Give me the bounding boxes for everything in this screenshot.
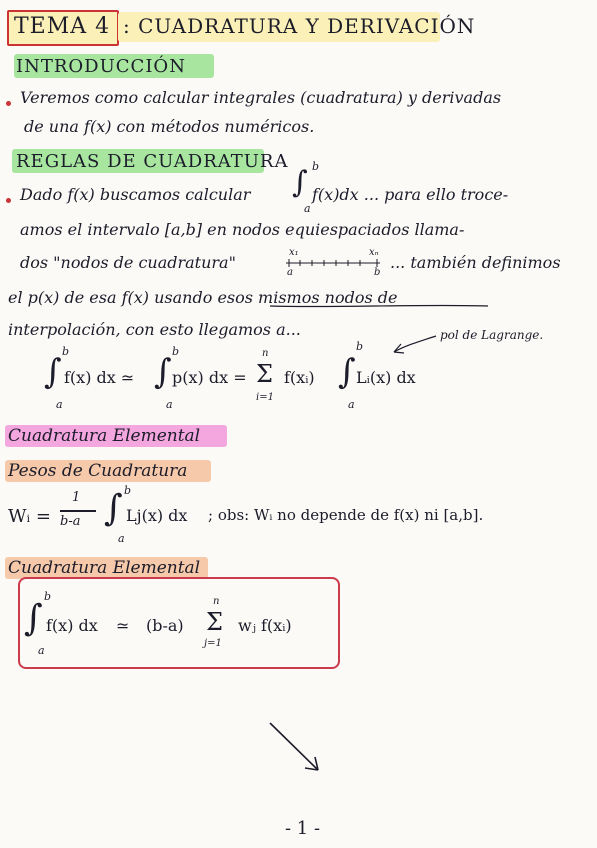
integral-sign: ∫ [44, 352, 62, 392]
sum-lower: j=1 [204, 638, 222, 649]
eq1-left: f(x) dx ≃ [64, 368, 135, 387]
arrow-head [394, 344, 404, 353]
quad-elem-heading-2: Cuadratura Elemental [8, 558, 201, 578]
upper-limit: b [124, 484, 132, 497]
wi-right: Lj(x) dx [126, 506, 188, 525]
underline [270, 305, 488, 306]
quad-elem-heading: Cuadratura Elemental [8, 426, 201, 446]
frac-numerator: 1 [72, 490, 81, 505]
reglas-line-1b: f(x)dx ... para ello troce- [312, 185, 509, 204]
integral-sign: ∫ [104, 488, 123, 529]
sum-upper: n [262, 348, 269, 359]
node-x1: x₁ [289, 247, 299, 258]
frac-denominator: b-a [60, 514, 81, 529]
eq1-fxi: f(xᵢ) [284, 368, 315, 387]
eq1-right: Lᵢ(x) dx [356, 368, 416, 387]
sum-sign: Σ [256, 360, 273, 388]
boxed-terms: wⱼ f(xᵢ) [238, 616, 292, 635]
intro-text-line-2: de una f(x) con métodos numéricos. [24, 117, 315, 136]
sum-sign: Σ [206, 608, 223, 636]
tema-label: TEMA 4 [14, 14, 111, 39]
reglas-heading: REGLAS DE CUADRATURA [16, 151, 289, 172]
integral-sign: ∫ [24, 598, 43, 639]
reglas-line-4: el p(x) de esa f(x) usando esos mismos nodos de [8, 288, 398, 307]
intro-heading: INTRODUCCIÓN [16, 56, 186, 77]
pesos-heading: Pesos de Cuadratura [8, 461, 188, 481]
reglas-line-1: Dado f(x) buscamos calcular [20, 185, 251, 204]
lower-limit: a [304, 202, 311, 215]
node-a: a [287, 267, 293, 278]
page-title: : CUADRATURA Y DERIVACIÓN [123, 14, 476, 38]
lower-limit: a [56, 398, 63, 411]
page-number: - 1 - [285, 818, 321, 839]
boxed-right: (b-a) [146, 616, 184, 635]
lower-limit: a [166, 398, 173, 411]
reglas-line-2: amos el intervalo [a,b] en nodos equiespaciados llama- [20, 220, 465, 239]
upper-limit: b [356, 340, 364, 353]
reglas-line-3b: ... también definimos [390, 253, 561, 272]
integral-sign: ∫ [338, 352, 356, 392]
arrow-down-right-icon [270, 723, 318, 770]
sum-upper: n [213, 596, 220, 607]
wi-obs: ; obs: Wᵢ no depende de f(x) ni [a,b]. [208, 506, 484, 524]
reglas-line-3a: dos "nodos de cuadratura" [20, 253, 236, 272]
node-b: b [374, 267, 381, 278]
boxed-left: f(x) dx [46, 616, 98, 635]
reglas-line-5: interpolación, con esto llegamos a... [8, 320, 301, 339]
intro-text-line-1: Veremos como calcular integrales (cuadratura) y derivadas [20, 88, 502, 107]
node-xn: xₙ [369, 247, 379, 258]
lagrange-note: pol de Lagrange. [440, 328, 544, 342]
boxed-approx: ≃ [116, 616, 130, 635]
integral-sign: ∫ [154, 352, 172, 392]
sum-lower: i=1 [256, 392, 274, 403]
upper-limit: b [172, 345, 180, 358]
upper-limit: b [44, 590, 52, 603]
upper-limit: b [312, 160, 320, 173]
lower-limit: a [348, 398, 355, 411]
lower-limit: a [118, 532, 125, 545]
lower-limit: a [38, 644, 45, 657]
upper-limit: b [62, 345, 70, 358]
wi-left: Wᵢ = [8, 506, 51, 527]
eq1-mid: p(x) dx = [172, 368, 247, 387]
integral-sign: ∫ [292, 165, 308, 200]
